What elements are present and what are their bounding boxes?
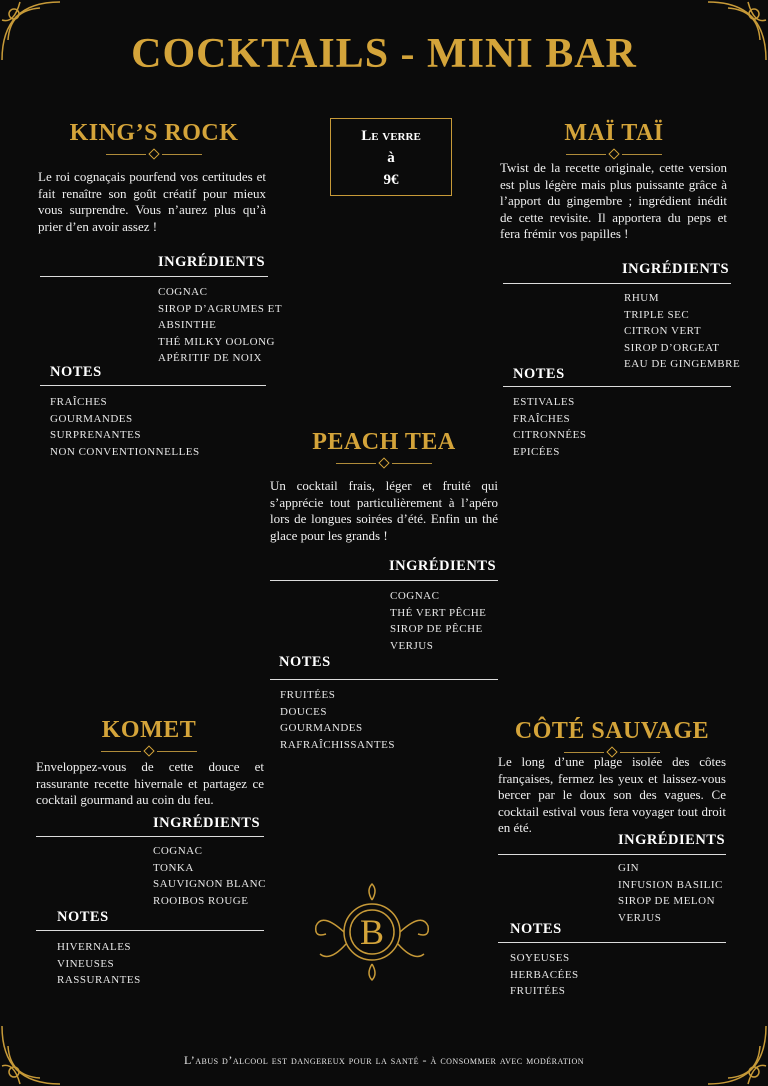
health-warning-footer: L’abus d’alcool est dangereux pour la santé - à consommer avec modération	[183, 1053, 585, 1067]
list-item: ESTIVALES	[513, 396, 575, 408]
list-item: RAFRAÎCHISSANTES	[280, 738, 395, 751]
cocktail-title-kings-rock: KING’S ROCK	[69, 120, 239, 146]
list-item: SIROP DE MELON	[618, 895, 716, 907]
list-item: GIN	[618, 862, 640, 874]
notes-heading: NOTES	[279, 654, 331, 670]
ingredients-heading: INGRÉDIENTS	[153, 815, 261, 831]
list-item: NON CONVENTIONNELLES	[50, 445, 200, 458]
logo-letter: B	[359, 912, 384, 952]
divider	[36, 930, 264, 931]
ingredients-heading: INGRÉDIENTS	[622, 261, 730, 277]
list-item: CITRONNÉES	[513, 429, 587, 441]
divider	[503, 283, 731, 284]
title-ornament	[40, 150, 268, 158]
cocktail-description-mai-tai: Twist de la recette originale, cette version est plus légère mais plus puissante grâce à l’apport du gingembre ; ingrédient inédit de cette revisite. Il apportera du peps et fera frémir vos papilles !	[500, 160, 727, 241]
list-item: COGNAC	[158, 286, 208, 298]
price-line-2: à	[387, 150, 395, 166]
cocktail-description-komet: Enveloppez-vous de cette douce et rassurante recette hivernale et partagez ce cocktail gourmand au coin du feu.	[36, 759, 264, 807]
divider	[40, 276, 268, 277]
cocktail-description-peach-tea: Un cocktail frais, léger et fruité qui s’apprécie tout particulièrement à l’apéro lors de longues soirées d’été. Enfin un thé glace pour les grands !	[270, 478, 498, 543]
list-item: VERJUS	[390, 639, 434, 652]
list-item: FRUITÉES	[280, 689, 336, 701]
divider	[36, 836, 264, 837]
divider	[498, 942, 726, 943]
notes-list-kings-rock	[50, 394, 200, 460]
cocktail-description-cote-sauvage: Le long d’une plage isolée des côtes françaises, fermez les yeux et laissez-vous bercer par le doux son des vagues. Ce cocktail estival vous fera voyager tout droit en été.	[498, 754, 726, 835]
cocktail-title-komet: KOMET	[101, 717, 197, 743]
title-ornament	[270, 459, 498, 467]
notes-heading: NOTES	[50, 364, 102, 380]
divider	[270, 580, 498, 581]
brand-logo	[312, 882, 432, 982]
list-item: VINEUSES	[57, 957, 115, 970]
list-item: THÉ MILKY OOLONG	[158, 335, 275, 348]
list-item: ROOIBOS ROUGE	[153, 894, 249, 907]
price-box	[330, 118, 452, 196]
list-item: SOYEUSES	[510, 952, 570, 964]
list-item: GOURMANDES	[50, 412, 133, 425]
list-item: GOURMANDES	[280, 722, 363, 734]
list-item: APÉRITIF DE NOIX	[158, 352, 262, 364]
list-item: VERJUS	[618, 911, 662, 924]
ingredients-list-peach-tea	[390, 588, 486, 654]
price-value: 9€	[383, 172, 399, 188]
ingredients-heading: INGRÉDIENTS	[618, 832, 726, 848]
list-item: ABSINTHE	[158, 319, 217, 331]
list-item: FRUITÉES	[510, 985, 566, 997]
list-item: EAU DE GINGEMBRE	[624, 358, 741, 370]
list-item: RHUM	[624, 292, 660, 304]
notes-list-peach-tea	[280, 687, 395, 753]
list-item: SIROP D’ORGEAT	[624, 341, 720, 354]
divider	[498, 854, 726, 855]
cocktail-title-peach-tea: PEACH TEA	[312, 429, 456, 455]
list-item: RASSURANTES	[57, 974, 141, 986]
notes-heading: NOTES	[57, 909, 109, 925]
list-item: COGNAC	[153, 845, 203, 857]
notes-list-komet	[57, 939, 141, 989]
list-item: FRAÎCHES	[513, 412, 571, 425]
list-item: DOUCES	[280, 705, 328, 718]
list-item: SIROP DE PÊCHE	[390, 623, 483, 635]
ingredients-list-mai-tai	[624, 290, 740, 373]
list-item: TRIPLE SEC	[624, 308, 690, 321]
ingredients-heading: INGRÉDIENTS	[389, 558, 497, 574]
divider	[40, 385, 266, 386]
cocktail-title-mai-tai: MAÏ TAÏ	[564, 120, 664, 146]
notes-list-cote-sauvage	[510, 950, 579, 1000]
list-item: COGNAC	[390, 590, 440, 602]
page-title: COCKTAILS - MINI BAR	[131, 31, 637, 77]
list-item: HERBACÉES	[510, 968, 579, 981]
divider	[270, 679, 498, 680]
list-item: SAUVIGNON BLANC	[153, 878, 266, 890]
list-item: CITRON VERT	[624, 325, 702, 337]
list-item: FRAÎCHES	[50, 396, 108, 408]
price-line-1: Le verre	[361, 128, 421, 144]
list-item: HIVERNALES	[57, 941, 132, 953]
divider	[503, 386, 731, 387]
ingredients-list-komet	[153, 843, 266, 909]
notes-heading: NOTES	[510, 921, 562, 937]
list-item: SIROP D’AGRUMES ET	[158, 302, 283, 315]
title-ornament	[36, 747, 262, 755]
ingredients-heading: INGRÉDIENTS	[158, 254, 266, 270]
ingredients-list-kings-rock	[158, 284, 282, 367]
notes-heading: NOTES	[513, 366, 565, 382]
title-ornament	[500, 150, 728, 158]
notes-list-mai-tai	[513, 394, 586, 460]
cocktail-description-kings-rock: Le roi cognaçais pourfend vos certitudes et fait renaître son goût créatif pour mieux vous surprendre. Vous n’aurez plus qu’à prier d’en avoir assez !	[38, 169, 266, 234]
ingredients-list-cote-sauvage	[618, 860, 723, 926]
list-item: SURPRENANTES	[50, 429, 141, 441]
list-item: THÉ VERT PÊCHE	[390, 606, 487, 619]
corner-ornament-bottom-right	[688, 1006, 768, 1086]
list-item: EPICÉES	[513, 445, 560, 458]
list-item: TONKA	[153, 861, 194, 874]
cocktail-title-cote-sauvage: CÔTÉ SAUVAGE	[514, 718, 710, 744]
corner-ornament-bottom-left	[0, 1006, 80, 1086]
list-item: INFUSION BASILIC	[618, 878, 723, 891]
